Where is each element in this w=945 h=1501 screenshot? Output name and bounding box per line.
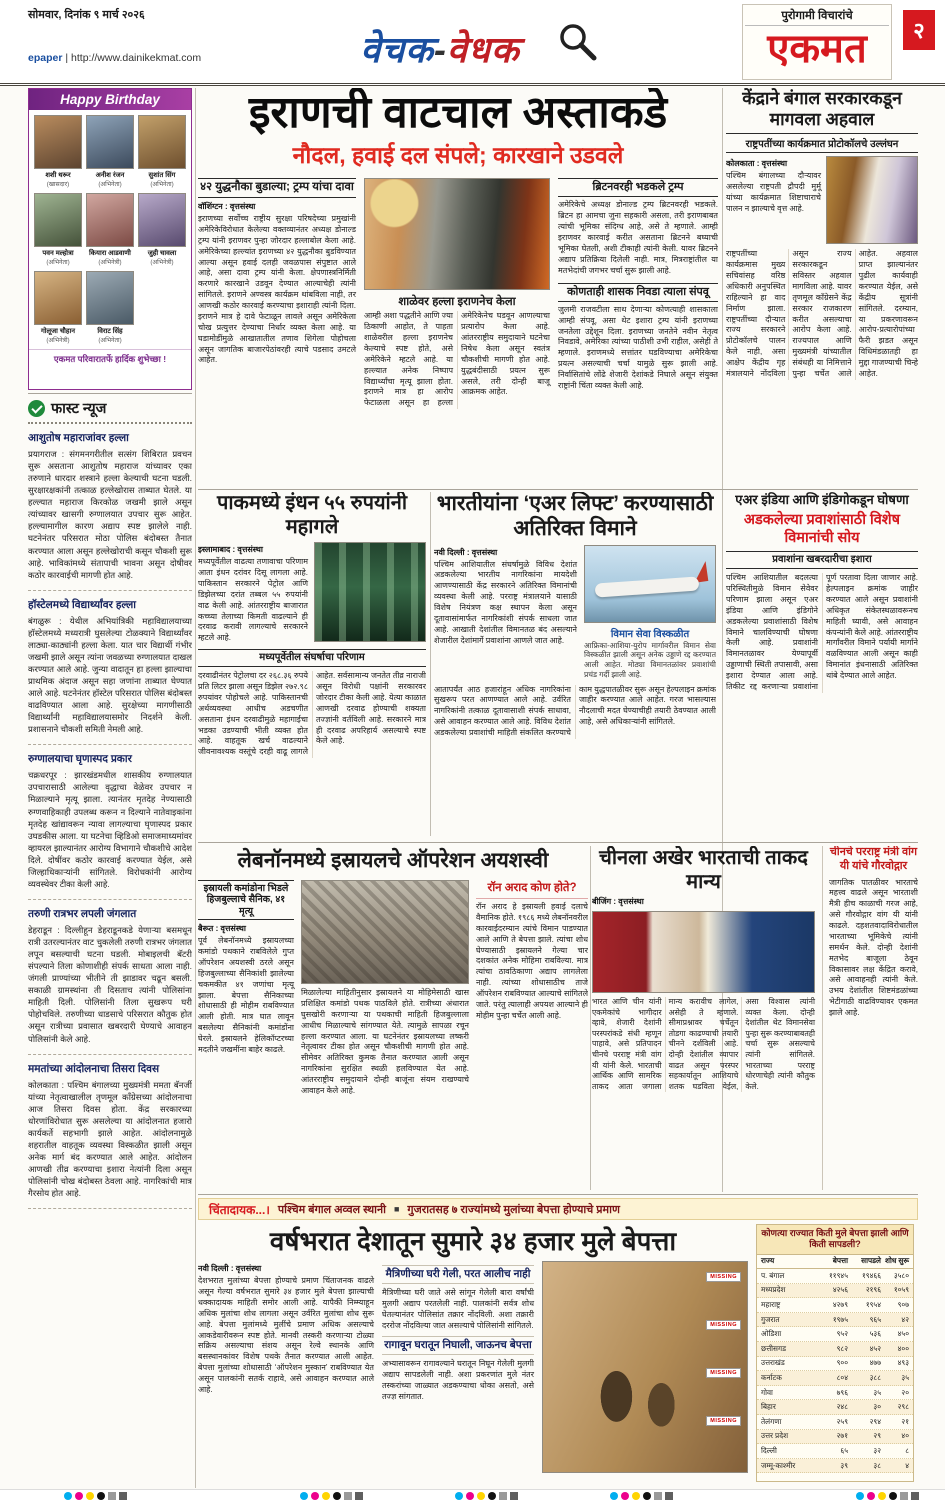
fast-news-headline: रुग्णालयाचा घृणास्पद प्रकार (28, 753, 132, 766)
birthday-photo (138, 115, 186, 169)
fast-news-body: बंगळुरू : येथील अभियांत्रिकी महाविद्यालयाच्या हॉस्टेलमध्ये मध्यरात्री घुसलेल्या टोळक्याने विद्यार्थ्यांवर लाठ्या-काठ्यांनी हल्ला केला. यात चार विद्यार्थी गंभीर जखमी झाले असून त्यांना जवळच्या रुग्णालयात दाखल करण्यात आले आहे. जुन्या वादातून हा हल्ला झाल्याचा प्राथमिक अंदाज असून सहा जणांना ताब्यात घेण्यात आले आहे. घटनेनंतर हॉस्टेल परिसरात पोलिस बंदोबस्त वा‍ढविण्यात आला आहे. सुरक्षेच्या मागणीसाठी विद्यार्थ्यांनी महाविद्यालयासमोर निदर्शने केली. प्रशासनाने चौकशी समिती नेमली आहे. (28, 615, 192, 735)
lebanon-center-column (301, 880, 469, 1097)
iran-subhead: नौदल, हवाई दल संपले; कारखाने उडवले (292, 142, 624, 169)
birthday-grid (29, 110, 191, 349)
birthday-photo (34, 271, 82, 325)
epaper-link[interactable]: epaper (28, 52, 63, 64)
missing-column-1 (198, 1261, 374, 1473)
birthday-cell (86, 193, 134, 266)
bengal-body: राष्ट्रपतींच्या कार्यक्रमास मुख्य सचिवांसह वरिष्ठ अधिकारी अनुपस्थित राहिल्याने हा वाद निर्माण झाला. राष्ट्रपतींच्या दौऱ्यात राज्य सरकारने प्रोटोकॉलचे पालन केले नाही, असा आक्षेप केंद्रीय गृह मंत्रालयाने नोंदविला असून राज्य सरकारकडून सविस्तर अहवाल मागविला आहे. यावर तृणमूल काँग्रेसने केंद्र सरकार राजकारण करीत असल्याचा आरोप केला आहे. राज्यपाल आणि मुख्यमंत्री यांच्यातील संबंधही या निमित्ताने पुन्हा चर्चेत आले आहेत. अहवाल प्राप्त झाल्यानंतर पुढील कार्यवाही करण्यात येईल, असे केंद्रीय सूत्रांनी सांगितले. दरम्यान, या प्रकरणावरून आरोप-प्रत्यारोपांच्या फैरी झडत असून विधिमंडळातही हा मुद्दा गाजण्याची चिन्हे आहेत. (726, 249, 918, 378)
iran-center-column (364, 178, 550, 409)
lebanon-body-left: पूर्व लेबनॉनमध्ये इस्रायलच्या कमांडो पथकाने राबविलेले गुप्त ऑपरेशन अयशस्वी ठरले असून हिजबुल्लाच्या सैनिकांशी झालेल्या चकमकीत ४१ जणांचा मृत्यू झाला. बेपत्ता सैनिकाच्या शोधासाठी ही मोहीम राबविण्यात आली होती. मात्र घात लावून बसलेल्या सैनिकांनी कमांडोंना घेरले. इस्रायलने हेलिकॉप्टरच्या मदतीने जखमींना बाहेर काढले. (198, 936, 294, 1054)
birthday-photo (34, 115, 82, 169)
birthday-footer: एकमत परिवारातर्फे हार्दिक शुभेच्छा ! (29, 349, 191, 368)
lebanon-sidebar-head: रॉन अराद कोण होते? (476, 880, 588, 899)
pak-headline: पाकमध्ये इंधन ५५ रुपयांनी महागले (216, 492, 408, 538)
airlift-body-top: पश्चिम आशियातील संघर्षामुळे विविध देशांत अडकलेल्या भारतीय नागरिकांना मायदेशी आणण्यासाठी केंद्र सरकारने अतिरिक्त विमानांची व्यवस्था केली आहे. परराष्ट्र मंत्रालयाने यासाठी विशेष नियंत्रण कक्ष स्थापन केला असून दूतावासांमार्फत नागरिकांशी संपर्क साधला जात आहे. आखाती देशांतील विमानतळ बंद असल्याने शेजारील देशांमार्गे प्रवाशांना आणले जात आहे. (434, 559, 577, 645)
lebanon-story (198, 846, 588, 1190)
birthday-cell (34, 271, 82, 344)
missing-column-2 (382, 1261, 534, 1473)
airplane-photo (584, 545, 716, 623)
table-row: जम्मू-काश्मीर ३९ ३८ ४ (757, 1459, 913, 1474)
missing-poster-label: MISSING (706, 1416, 741, 1426)
masthead-title: एकमत (767, 27, 867, 71)
pak-body-bottom: दरवाढीनंतर पेट्रोलचा दर २६८.३६ रुपये प्रति लिटर झाला असून डिझेल २७२.९८ रुपयांवर पोहोचले आहे. पाकिस्तानची अर्थव्यवस्था आधीच अडचणीत असताना इंधन दरवाढीमुळे महागाईचा भडका उडण्याची भीती व्यक्त होत आहे. वाहतूक खर्च वाढल्याने जीवनावश्यक वस्तूंचे दरही वाढू लागले आहेत. सर्वसामान्य जनतेत तीव्र नाराजी असून विरोधी पक्षांनी सरकारवर जोरदार टीका केली आहे. येत्या काळात आणखी दरवाढ होण्याची शक्यता तज्ज्ञांनी वर्तविली आहे. सरकारने मात्र ही दरवाढ अपरिहार्य असल्याचे स्पष्ट केले आहे. (198, 671, 426, 757)
birthday-role: (अभिनेता) (46, 259, 70, 266)
epaper-divider: | (65, 52, 69, 64)
birthday-photo (34, 193, 82, 247)
china-sidebar-head: चीनचे परराष्ट्र मंत्री वांग यी यांचे गौरवोद्गार (829, 846, 918, 872)
birthday-photo (86, 193, 134, 247)
missing-children-photo (542, 1261, 748, 1473)
fast-news-headline: तरुणी रात्रभर लपली जंगलात (28, 907, 137, 920)
column-rule (195, 88, 196, 1488)
bengal-intro: पश्चिम बंगालच्या दौऱ्यावर असलेल्या राष्ट्रपती द्रौपदी मुर्मू यांच्या कार्यक्रमात शिष्टाचाराचे पालन न झाल्याचे वृत्त आहे. (726, 171, 821, 213)
birthday-cell (138, 193, 186, 266)
fuel-pump-photo (314, 542, 426, 642)
lebanon-sidebar-body: रॉन अराद हे इस्रायली हवाई दलाचे वैमानिक होते. १९८६ मध्ये लेबनॉनवरील कारवाईदरम्यान त्यांचे विमान पाडण्यात आले आणि ते बेपत्ता झाले. त्यांचा शोध घेण्यासाठी इस्रायलने गेल्या चार दशकांत अनेक मोहिमा राबविल्या. मात्र त्यांचा ठावठिकाणा अद्याप लागलेला नाही. त्यांच्या शोधासाठीच ताजे ऑपरेशन राबविण्यात आल्याचे सांगितले जाते. परंतु त्यालाही अपयश आल्याने ही मोहीम पुन्हा चर्चेत आली आहे. (476, 902, 588, 1020)
airplane-fuselage (595, 576, 700, 597)
topbar (0, 0, 945, 86)
president-cm-photo (826, 156, 918, 244)
lebanon-left-column (198, 880, 294, 1097)
table-row: दिल्ली ६५ ३२ ८ (757, 1444, 913, 1459)
iran-caption-body: आम्ही अशा पद्धतीने आणि ज्या ठिकाणी आहोत, ते पाहता शाळेवरील हल्ला इराणनेच केल्याचे स्पष्ट होते, असे अमेरिकेने म्हटले आहे. या हल्ल्यात अनेक निष्पाप विद्यार्थ्यांचा मृत्यू झाला होता. इराणने मात्र हा आरोप फेटाळला असून हा हल्ला अमेरिकेनेच घडवून आणल्याचा प्रत्यारोप केला आहे. आंतरराष्ट्रीय समुदायाने घटनेचा निषेध केला असून स्वतंत्र चौकशीची मागणी होत आहे. युद्धबंदीसाठी प्रयत्न सुरू असले, तरी दोन्ही बाजू आक्रमक आहेत. (364, 311, 550, 408)
missing-dateline: नवी दिल्ली : वृत्तसंस्था (198, 1264, 262, 1274)
missing-body1: देशभरात मुलांच्या बेपत्ता होण्याचे प्रमाण चिंताजनक वाढले असून गेल्या वर्षभरात सुमारे ३४ हजार मुले बेपत्ता झाल्याची धक्कादायक माहिती समोर आली आहे. यापैकी निम्म्याहून अधिक मुलांचा शोध लागला असून उर्वरित मुलांचा शोध सुरू आहे. बेपत्ता मुलांमध्ये मुलींचे प्रमाण अधिक असल्याचे आकडेवारीवरून स्पष्ट होते. मानवी तस्करी करणाऱ्या टोळ्या सक्रिय असल्याचा संशय असून रेल्वे स्थानके आणि बसस्थानकांवर विशेष पथके तैनात करण्यात आली आहेत. बेपत्ता मुलांच्या शोधासाठी ‘ऑपरेशन मुस्कान’ राबविण्यात येत असून पालकांनी सतर्क राहावे, असे आवाहन करण्यात आले आहे. (198, 1276, 374, 1394)
square-bullet-icon: ■ (393, 1204, 400, 1214)
fast-news-headline: ममतांच्या आंदोलनाचा तिसरा दिवस (28, 1062, 160, 1075)
birthday-name: शशी थरूर (45, 172, 71, 179)
airlift-body-bottom: आतापर्यंत आठ हजारांहून अधिक नागरिकांना सुखरूप परत आणण्यात आले आहे. उर्वरित नागरिकांनी तत्काळ दूतावासाशी संपर्क साधावा, असे आवाहन करण्यात आले आहे. विविध देशांत अडकलेल्या प्रवाशांची माहिती संकलित करण्याचे काम युद्धपातळीवर सुरू असून हेल्पलाइन क्रमांक जाहीर करण्यात आले आहेत. गरज भासल्यास नौदलाची मदत घेण्याचीही तयारी ठेवण्यात आली आहे, असे अधिकाऱ्यांनी सांगितले. (434, 684, 716, 738)
pak-body-top: मध्यपूर्वेतील वाढत्या तणावाचा परिणाम आता इंधन दरांवर दिसू लागला आहे. पाकिस्तान सरकारने पेट्रोल आणि डिझेलच्या दरांत तब्बल ५५ रुपयांनी वाढ केली आहे. आंतरराष्ट्रीय बाजारात कच्च्या तेलाच्या किमती वाढल्याने ही दरवाढ करावी लागल्याचे सरकारने म्हटले आहे. (198, 557, 308, 643)
iran-right-bottom-body: जुलमी राजवटीला साथ देणाऱ्या कोणत्याही शासकाला आम्ही संपवू, असा थेट इशारा ट्रम्प यांनी इराणच्या जनतेला उद्देशून दिला. इराणच्या जनतेने नवीन नेतृत्व निवडावे, अमेरिका त्यांच्या पाठीशी उभी राहील, असेही ते म्हणाले. इराणमध्ये सत्तांतर घडविण्याचा अमेरिकेचा प्रयत्न असल्याची चर्चा यामुळे सुरू झाली आहे. निर्वासितांचे लोंढे शेजारी देशांकडे निघाले असून संयुक्त राष्ट्रांनी चिंता व्यक्त केली आहे. (558, 304, 718, 390)
airindia-head: एअर इंडिया आणि इंडिगोकडून घोषणा (735, 492, 909, 507)
missing-subhead-2: रागावून घरातून निघाली, जाऊनच बेपत्ता (382, 1336, 534, 1355)
missing-body2: मैत्रिणीच्या घरी जाते असे सांगून गेलेली बारा वर्षांची मुलगी अद्याप परतलेली नाही. पालकांनी सर्वत्र शोध घेतल्यानंतर पोलिसांत तक्रार नोंदविली. अशा तक्रारी दररोज नोंदविल्या जात असल्याचे पोलिसांनी सांगितले. (382, 1288, 534, 1330)
registration-marks (455, 1492, 518, 1500)
iran-dateline: वॉशिंग्टन : वृत्तसंस्था (198, 202, 256, 212)
birthday-name: सुशांत सिंग (148, 172, 176, 179)
table-row: छत्तीसगड ९८२ ४५२ ४०० (757, 1342, 913, 1357)
airindia-section (726, 492, 918, 838)
birthday-role: (खासदार) (46, 181, 70, 188)
table-row: प. बंगाल ११९४५ १९४६६ ३५८० (757, 1269, 913, 1284)
birthday-cell (34, 115, 82, 188)
missing-table (756, 1224, 914, 1482)
table-row: गोवा ७९६ ३५ २० (757, 1386, 913, 1401)
missing-banner-text2: गुजरातसह ७ राज्यांमध्ये मुलांच्या बेपत्ता होण्याचे प्रमाण (407, 1203, 620, 1216)
pak-subhead: मध्यपूर्वेतील संघर्षाचा परिणाम (198, 649, 426, 667)
lebanon-dateline: बैरूत : वृत्तसंस्था (198, 924, 246, 934)
birthday-role: (अभिनेत्री) (150, 259, 174, 266)
iran-right-top-body: अमेरिकेचे अध्यक्ष डोनाल्ड ट्रम्प ब्रिटनवरही भडकले. ब्रिटन हा आमचा जुना सहकारी असला, तरी इराणबाबत त्यांची भूमिका संदिग्ध आहे, असे ते म्हणाले. आम्ही इराणवर कारवाई करीत असताना ब्रिटनने बघ्याची भूमिका घेतली, अशी टीकाही त्यांनी केली. यावर ब्रिटनने अद्याप प्रतिक्रिया दिलेली नाही. मात्र, मित्रराष्ट्रांतील या मतभेदांची जगभर चर्चा सुरू झाली आहे. (558, 200, 718, 275)
pak-fuel-story (198, 492, 426, 838)
birthday-name: कियारा आडवाणी (89, 250, 131, 257)
missing-main (198, 1224, 748, 1482)
table-row: महाराष्ट्र ४२७९ १९५४ ९०७ (757, 1298, 913, 1313)
iran-left-boxhead: ४२ युद्धनौका बुडाल्या; ट्रम्प यांचा दावा (198, 178, 356, 198)
registration-marks (64, 1492, 127, 1500)
magnifier-icon (556, 20, 600, 69)
section-rule (28, 393, 192, 394)
fast-news-item (28, 1055, 192, 1210)
china-dateline: बीजिंग : वृत्तसंस्था (592, 897, 644, 906)
table-row: बिहार २४८ ३० २९८ (757, 1400, 913, 1415)
date-line: सोमवार, दिनांक ९ मार्च २०२६ (28, 9, 145, 21)
missing-table-body (757, 1269, 913, 1473)
section-rule (198, 489, 918, 490)
birthday-role: (अभिनेत्री) (98, 259, 122, 266)
registration-marks (610, 1492, 673, 1500)
birthday-role: (अभिनेता) (150, 181, 174, 188)
logo-word-vechak: वेचक (360, 29, 434, 70)
epaper-row (28, 52, 201, 64)
airindia-body: पश्चिम आशियातील बदलत्या परिस्थितीमुळे विमान सेवेवर परिणाम झाला असून एअर इंडिया आणि इंडिगोने अडकलेल्या प्रवाशांसाठी विशेष विमाने चालविण्याची घोषणा केली आहे. प्रवाशांनी विमानतळावर येण्यापूर्वी उड्डाणाची स्थिती तपासावी, असा इशारा देण्यात आला आहे. तिकीट रद्द करणाऱ्या प्रवाशांना पूर्ण परतावा दिला जाणार आहे. हेल्पलाइन क्रमांक जाहीर करण्यात आले असून प्रवाशांनी अधिकृत संकेतस्थळावरूनच माहिती घ्यावी, असे आवाहन कंपन्यांनी केले आहे. आंतरराष्ट्रीय मार्गांवरील विमाने पर्यायी मार्गाने वळविण्यात आली असून काही विमानांत इंधनासाठी अतिरिक्त थांबे देण्यात आले आहेत. (726, 573, 918, 691)
birthday-name: अनीश रंजन (95, 172, 125, 179)
iran-story (198, 88, 718, 488)
trump-explosion-photo (364, 178, 550, 290)
birthday-cell (86, 115, 134, 188)
missing-subhead-1: मैत्रिणीच्या घरी गेली, परत आलीच नाही (382, 1265, 534, 1284)
china-main-column (592, 846, 815, 1190)
china-sidebar (822, 846, 918, 1190)
birthday-name: गोलूजा चौहान (40, 328, 76, 335)
airindia-subhead-red: अडकलेल्या प्रवाशांसाठी विशेष विमानांची सोय (743, 511, 901, 546)
table-row: ओडिशा ९५२ ५३६ ४५० (757, 1327, 913, 1342)
table-row: तेलंगणा २५९ २९४ २१ (757, 1415, 913, 1430)
china-story (592, 846, 918, 1190)
lebanon-headline: लेबनॉनमध्ये इस्रायलचे ऑपरेशन अयशस्वी (237, 849, 549, 872)
fast-news-item (28, 591, 192, 746)
airlift-dateline: नवी दिल्ली : वृत्तसंस्था (434, 547, 498, 557)
missing-poster-label: MISSING (706, 1368, 741, 1378)
birthday-header: Happy Birthday (29, 89, 191, 110)
birthday-name: विराट सिंह (97, 328, 123, 335)
china-body: भारत आणि चीन यांनी एकमेकांचे भागीदार व्हावे, शेजारी देशांनी परस्परांकडे संधी म्हणून पाहावे, असे प्रतिपादन चीनचे परराष्ट्र मंत्री वांग यी यांनी केले. भारताची आर्थिक आणि सामरिक ताकद आता जगाला मान्य करावीच लागेल, असेही ते म्हणाले. सीमाप्रश्नावर चर्चेतून तोडगा काढण्याची तयारी चीनने दर्शविली आहे. दोन्ही देशांतील व्यापार वाढत असून परस्पर सहकार्यातून आशियाचे शतक घडविता येईल, असा विश्वास त्यांनी व्यक्त केला. दोन्ही देशांतील थेट विमानसेवा पुन्हा सुरू करण्याबाबतही चर्चा सुरू असल्याचे त्यांनी सांगितले. भारताच्या परराष्ट्र धोरणाचेही त्यांनी कौतुक केले. (592, 997, 815, 1091)
china-headline: चीनला अखेर भारताची ताकद मान्य (599, 847, 808, 893)
iran-headline: इराणची वाटचाल अस्ताकडे (248, 88, 668, 137)
site-url: http://www.dainikekmat.com (71, 52, 202, 64)
lebanon-body-mid: मिळालेल्या माहितीनुसार इस्रायलने या मोहिमेसाठी खास प्रशिक्षित कमांडो पथक पाठविले होते. रात्रीच्या अंधारात घुसखोरी करणाऱ्या या पथकाची माहिती हिजबुल्लाला आधीच मिळाल्याचे सांगण्यात येते. त्यामुळे सापळा रचून हल्ला करण्यात आला. या घटनेनंतर इस्रायलच्या लष्करी नेतृत्वावर टीका होत असून चौकशीची मागणी होत आहे. सीमेवर अतिरिक्त कुमक तैनात करण्यात आली असून नागरिकांना सुरक्षित स्थळी हलविण्यात येत आहे. आंतरराष्ट्रीय समुदायाने दोन्ही बाजूंना संयम राखण्याचे आवाहन केले आहे. (301, 988, 469, 1095)
birthday-photo (86, 115, 134, 169)
section-rule (198, 842, 918, 843)
iran-right-bottom-boxhead: कोणताही शासक निवडा त्याला संपवू (558, 283, 718, 302)
war-rubble-photo (301, 880, 469, 984)
missing-banner-text1: पश्चिम बंगाल अव्वल स्थानी (277, 1203, 386, 1216)
birthday-photo (138, 193, 186, 247)
fast-news-item (28, 424, 192, 591)
fast-news-header (28, 398, 192, 424)
iran-right-top-boxhead: ब्रिटनवरही भडकले ट्रम्प (558, 178, 718, 197)
birthday-cell (34, 193, 82, 266)
iran-right-column (558, 178, 718, 409)
iran-caption-head: शाळेवर हल्ला इराणनेच केला (398, 296, 516, 309)
birthday-role: (अभिनेता) (98, 337, 122, 344)
page-number: २ (903, 10, 935, 50)
check-circle-icon (28, 400, 45, 417)
xi-modi-photo (592, 911, 815, 993)
birthday-name: पवन मल्होत्रा (42, 250, 74, 257)
table-row: उत्तराखंड ९०० ४७७ ४९३ (757, 1357, 913, 1372)
column-rule (430, 492, 431, 836)
missing-headline: वर्षभरात देशातून सुमारे ३४ हजार मुले बेपत्ता (269, 1226, 677, 1256)
table-row: मध्यप्रदेश ४२५६ २१९६ १०५९ (757, 1284, 913, 1299)
fast-news-headline: आशुतोष महाराजांवर हल्ला (28, 432, 129, 444)
table-row: कर्नाटक ८०४ ३८८ ३५ (757, 1371, 913, 1386)
missing-banner-label: चिंतादायक...। (209, 1202, 270, 1217)
birthday-role: (अभिनेता) (98, 181, 122, 188)
china-sidebar-body: जागतिक पातळीवर भारताचे महत्त्व वाढले असून भारताशी मैत्री हीच काळाची गरज आहे, असे गौरवोद्गार वांग यी यांनी काढले. दहशतवादाविरोधातील भारताच्या भूमिकेचे त्यांनी समर्थन केले. दोन्ही देशांनी मतभेद बाजूला ठेवून विकासावर लक्ष केंद्रित करावे, असे आवाहनही त्यांनी केले. उभय देशांतील शिष्टमंडळांच्या भेटीगाठी वाढविण्यावर एकमत झाले आहे. (829, 877, 918, 1017)
fast-news (28, 398, 192, 1490)
birthday-name: जुही चावला (147, 250, 177, 257)
fast-news-title: फास्ट न्यूज (51, 401, 107, 417)
missing-poster-label: MISSING (706, 1272, 741, 1282)
fast-news-list (28, 424, 192, 1209)
bengal-headline: केंद्राने बंगाल सरकारकडून मागवला अहवाल (742, 88, 902, 129)
section-logo: वेचक-वेधक (360, 29, 520, 70)
fast-news-item (28, 900, 192, 1055)
airlift-headline: भारतीयांना ‘एअर लिफ्ट’ करण्यासाठी अतिरिक्त विमाने (436, 492, 714, 540)
iran-left-column (198, 178, 356, 409)
pak-dateline: इस्लामाबाद : वृत्तसंस्था (198, 545, 263, 555)
lebanon-boxhead: इस्रायली कमांडोना भिडले हिजबुल्लाचे सैनिक, ४१ मृत्यू (198, 880, 294, 920)
table-row: उत्तर प्रदेश २७१ २९ ४० (757, 1430, 913, 1445)
fast-news-body: कोलकाता : पश्चिम बंगालच्या मुख्यमंत्री ममता बॅनर्जी यांच्या नेतृत्वाखालील तृणमूल काँग्रेसच्या आंदोलनाचा आज तिसरा दिवस होता. केंद्र सरकारच्या धोरणांविरोधात सुरू असलेल्या या आंदोलनात हजारो कार्यकर्ते सहभागी झाले आहेत. आंदोलनामुळे शहरातील वाहतूक व्यवस्था विस्कळीत झाली असून अनेक मार्ग बंद करण्यात आले आहेत. आंदोलन आणखी तीव्र करण्याचा इशारा नेत्यांनी दिला असून पोलिसांनी चोख बंदोबस्त ठेवला आहे. नागरिकांची मात्र गैरसोय होत आहे. (28, 1079, 192, 1199)
fast-news-body: चक्रधरपूर : झारखंडमधील शासकीय रुग्णालयात उपचारासाठी आलेल्या वृद्धाचा वेळेवर उपचार न मिळाल्याने मृत्यू झाला. त्यानंतर मृतदेह नेण्यासाठी रुग्णवाहिकाही उपलब्ध करून न दिल्याने नातेवाइकांना मृतदेह खांद्यावरून न्यावा लागल्याचा घृणास्पद प्रकार उघडकीस आला. या घटनेचा व्हिडिओ समाजमाध्यमांवर व्हायरल झाल्यानंतर आरोग्य विभागाने चौकशीचे आदेश दिले. दोषींवर कठोर कारवाई करण्यात येईल, असे जिल्हाधिकाऱ्यांनी सांगितले. विरोधकांनी आरोग्य व्यवस्थेवर टीका केली आहे. (28, 770, 192, 889)
birthday-photo (86, 271, 134, 325)
birthday-cell (138, 115, 186, 188)
airlift-photo-caption-body: आफ्रिका-आशिया-युरोप मार्गावरील विमान सेवा विस्कळीत झाली असून अनेक उड्डाणे रद्द करण्यात आली आहेत. मोठ्या विमानतळांवर प्रवाशांची प्रचंड गर्दी झाली आहे. (584, 640, 716, 679)
column-rule (590, 846, 591, 1190)
print-color-bar (0, 1489, 945, 1501)
missing-table-header: राज्य बेपत्ता सापडले शोध सुरू (757, 1255, 913, 1270)
birthday-box (28, 88, 192, 390)
bengal-story (726, 88, 918, 486)
fast-news-headline: हॉस्टेलमध्ये विद्यार्थ्यांवर हल्ला (28, 598, 136, 611)
section-rule (198, 1194, 918, 1195)
airlift-story (434, 492, 716, 838)
fast-news-body: डेहराडून : दिल्लीहून डेहराडूनकडे येणाऱ्या बसमधून रात्री उतरल्यानंतर वाट चुकलेली तरुणी रात्रभर जंगलात लपून बसल्याची घटना घडली. मोबाइलची बॅटरी संपल्याने तिला कोणाशीही संपर्क साधता आला नाही. जंगली प्राण्यांच्या भीतीने ती झाडावर चढून बसली. सकाळी ग्रामस्थांना ती दिसताच त्यांनी पोलिसांना माहिती दिली. पोलिसांनी तिला सुखरूप घरी पोहोचविले. तरुणीच्या धाडसाचे परिसरात कौतुक होत असून रात्रीच्या प्रवासात खबरदारी घेण्याचे आवाहन पोलिसांनी केले आहे. (28, 924, 192, 1044)
iran-left-body: इराणच्या सर्वोच्च राष्ट्रीय सुरक्षा परिषदेच्या प्रमुखांनी अमेरिकेविरोधात केलेल्या वक्तव्यानंतर अध्यक्ष डोनाल्ड ट्रम्प यांनी इराणवर पुन्हा जोरदार हल्लाबोल केला आहे. अमेरिकेच्या हल्ल्यांत इराणच्या ४२ युद्धनौका बुडविण्यात आल्या असून हवाई दलही जवळपास संपुष्टात आले आहे, असा दावा ट्रम्प यांनी केला. क्षेपणास्त्रनिर्मिती करणारे कारखाने उडवून देण्यात आल्याचेही त्यांनी सांगितले. इराणने अण्वस्त्र कार्यक्रम थांबविला नाही, तर आणखी कठोर कारवाई करण्याचा इशाराही त्यांनी दिला. इराणने मात्र हे दावे फेटाळून लावले असून अमेरिकेला चोख प्रत्युत्तर देण्याचा निर्धार व्यक्त केला आहे. या घडामोडींमुळे आखातातील तणाव शिगेला पोहोचला असून जागतिक बाजारपेठांवरही त्याचे पडसाद उमटले आहेत. (198, 214, 356, 365)
fast-news-body: प्रयागराज : संगमनगरीतील सत्संग शिबिरात प्रवचन सुरू असताना आशुतोष महाराज यांच्यावर एका तरुणाने धारदार शस्त्राने हल्ला केल्याची घटना घडली. सुरक्षारक्षकांनी तत्काळ हल्लेखोरास ताब्यात घेतले. या हल्ल्यात महाराज किरकोळ जखमी झाले असून त्यांच्यावर खासगी रुग्णालयात उपचार सुरू आहेत. हल्ल्यामागील कारण अद्याप स्पष्ट झालेले नाही. घटनेनंतर परिसरात मोठा पोलिस बंदोबस्त तैनात करण्यात आला असून हल्लेखोराची कसून चौकशी सुरू आहे. भाविकांमध्ये संतापाची भावना असून दोषीवर कठोर कारवाईची मागणी होत आहे. (28, 449, 192, 580)
missing-body3: अभ्यासावरून रागावल्याने घरातून निघून गेलेली मुलगी अद्याप सापडलेली नाही. अशा प्रकरणांत मुले नंतर तस्करांच्या जाळ्यात अडकण्याचा धोका असतो, असे तज्ज्ञ सांगतात. (382, 1358, 534, 1401)
bengal-dateline: कोलकाता : वृत्तसंस्था (726, 159, 788, 169)
missing-banner (198, 1198, 918, 1220)
birthday-role: (अभिनेत्री) (46, 337, 70, 344)
birthday-cell (86, 271, 134, 344)
bengal-subhead: राष्ट्रपतींच्या कार्यक्रमात प्रोटोकॉलचे उल्लंघन (726, 133, 918, 153)
missing-table-title: कोणत्या राज्यात किती मुले बेपत्ता झाली आणि किती सापडली? (757, 1225, 913, 1255)
airindia-warning-boxhead: प्रवाशांना खबरदारीचा इशारा (726, 551, 918, 569)
airlift-photo-caption-head: विमान सेवा विस्कळीत (610, 628, 690, 640)
registration-marks (856, 1492, 919, 1500)
lebanon-sidebar (476, 880, 588, 1097)
masthead (742, 4, 892, 80)
fast-news-item (28, 745, 192, 900)
logo-word-vedhak: वेधक (446, 29, 520, 70)
missing-children-story (198, 1198, 918, 1488)
missing-poster-label: MISSING (706, 1320, 741, 1330)
masthead-tagline: पुरोगामी विचारांचे (745, 8, 889, 26)
table-row: गुजरात १९७५ ९६५ ४२ (757, 1313, 913, 1328)
registration-marks (300, 1492, 363, 1500)
